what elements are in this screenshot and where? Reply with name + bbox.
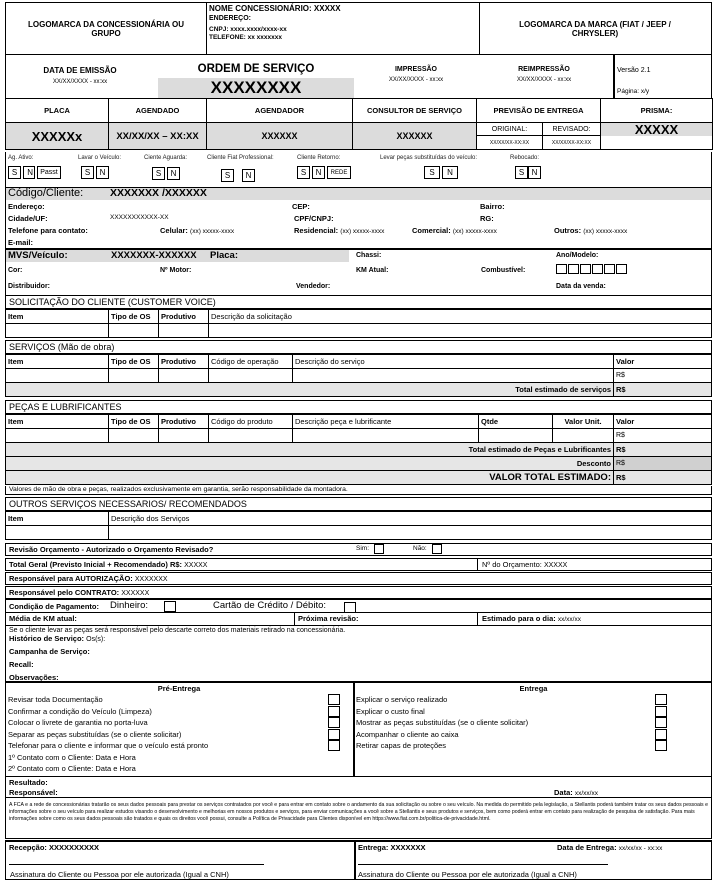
vehicle-year-label: Ano/Modelo: (556, 252, 599, 259)
flag-label: Ciente Aguarda: (144, 155, 188, 161)
delivery-title: Entrega (519, 684, 548, 693)
discount-value[interactable]: R$ (614, 457, 712, 471)
checklist-item (8, 717, 350, 729)
mobile-label: Celular: (160, 226, 188, 235)
grand-total-value: R$ (614, 471, 712, 485)
result-date-value: xx/xx/xx (574, 790, 598, 797)
estimated-value: xx/xx/xx (557, 616, 581, 623)
cell[interactable] (109, 526, 712, 540)
cell[interactable] (553, 429, 614, 443)
recall-label: Recall: (9, 660, 34, 669)
vehicle-plate-label: Placa: (210, 250, 238, 261)
grand-total-general-row (5, 558, 712, 571)
checklist-checkbox[interactable] (655, 740, 667, 751)
flag-no-box[interactable]: N (312, 166, 325, 179)
cell[interactable] (209, 324, 712, 338)
work-label: Comercial: (412, 226, 451, 235)
column-header: Produtivo (159, 415, 209, 429)
grand-total-general-label: Total Geral (Previsto Inicial + Recomendado) R$: (9, 560, 183, 569)
column-header: Item (6, 310, 109, 324)
value-cell[interactable]: R$ (614, 429, 712, 443)
observations-label: Observações: (9, 673, 59, 682)
column-header: Item (6, 355, 109, 369)
reception-value: XXXXXXXXXX (49, 843, 100, 852)
other-label: Outros: (554, 226, 582, 235)
cell[interactable] (159, 429, 209, 443)
cell[interactable] (293, 369, 614, 383)
services-total-value: R$ (614, 383, 712, 397)
client-email-label: E-mail: (8, 238, 34, 247)
checklist-item-label: Telefonar para o cliente e informar que o veículo está pronto (8, 741, 209, 750)
reprint-label: REIMPRESSÃO (518, 66, 570, 73)
card-checkbox[interactable] (344, 602, 356, 613)
contact-1: 1º Contato com o Cliente: Data e Hora (8, 753, 136, 762)
parts-total-value: R$ (614, 443, 712, 457)
history-value: Os(s): (86, 636, 106, 643)
checklist-item-label: Explicar o custo final (356, 706, 425, 716)
pre-delivery-list (8, 694, 350, 752)
checklist-item-label: Revisar toda Documentação (8, 695, 103, 704)
km-avg-label: Média de KM atual: (9, 614, 77, 623)
card-label: Cartão de Crédito / Débito: (213, 600, 327, 611)
flag-no-box[interactable]: N (96, 166, 109, 179)
client-address-label: Endereço: (8, 202, 45, 211)
fuel-level-box[interactable] (616, 264, 627, 274)
revision-question: Revisão Orçamento - Autorizado o Orçamento Revisado? (9, 545, 214, 554)
cell[interactable] (159, 324, 209, 338)
other-services-table (5, 511, 712, 540)
column-header: Item (6, 512, 109, 526)
contract-label: Responsável pelo CONTRATO: (9, 588, 120, 597)
brand-logo-text: LOGOMARCA DA MARCA (FIAT / JEEP / CHRYSLER) (519, 19, 671, 38)
checklist-checkbox[interactable] (655, 717, 667, 728)
emission-value: XX/XX/XXXX - xx:xx (52, 79, 108, 85)
vehicle-km-label: KM Atual: (356, 267, 389, 274)
original-label: ORIGINAL: (477, 123, 543, 136)
delivery-date-label: Data de Entrega: (557, 843, 617, 852)
table-row (6, 324, 712, 338)
cash-checkbox[interactable] (164, 601, 176, 612)
summary-table (5, 98, 713, 150)
client-rg-label: RG: (480, 214, 494, 223)
column-header: Valor (614, 355, 712, 369)
flag-label: Rebocado: (510, 155, 540, 161)
privacy-notice: A FCA e a rede de concessionárias tratarão os seus dados pessoais para prestar os serviços contratados por você e para entrar em contato sobre o andamento da sua solicitação ou sobre o seu veículo. Na medida do permitido pela legislação, a Stellantis poderá também tratar os seus dados pessoais e informações sobre o seu veículo para realizar estudos visando o desenvolvimento e melhorias em nossos produtos e serviços, para enviar comunicações a você sobre a Stellantis e seus produtos e serviços, bem como poderá entrar em contato para realização de pesquisa de satisfação. Para mais informações sobre como os seus dados pessoais são tratados e quais os direitos você possui, consulte a Política de Privacidade para Clientes disponível em https://www.fiat.com.br/politica-de-privacidade.html. (5, 797, 712, 839)
vehicle-fuel-label: Combustível: (481, 267, 526, 274)
forecast-label: PREVISÃO DE ENTREGA (477, 99, 601, 123)
no-checkbox[interactable] (432, 544, 442, 554)
reprint-block (482, 66, 606, 83)
table-row (6, 429, 712, 443)
flag-label: Ag. Ativo: (8, 155, 34, 161)
budget-number-label: Nº do Orçamento: (482, 560, 542, 569)
dealer-logo-placeholder (5, 2, 207, 55)
flag-no-box[interactable]: N (528, 166, 541, 179)
reception-label: Recepção: (9, 843, 47, 852)
column-header: Descrição peça e lubrificante (293, 415, 479, 429)
flag-yes-box[interactable]: S (8, 166, 21, 179)
other-services-title: OUTROS SERVIÇOS NECESSARIOS/ RECOMENDADOS (5, 497, 712, 511)
consultant-label: CONSULTOR DE SERVIÇO (353, 99, 477, 123)
flag-cliente-retorno (297, 155, 353, 179)
dealer-cnpj: CNPJ: xxxx.xxxx/xxxx-xx (209, 26, 287, 33)
checklist-item-label: Retirar capas de proteções (356, 741, 447, 750)
checklist-item-label: Mostrar as peças substituídas (se o cliente solicitar) (356, 718, 529, 727)
cash-label: Dinheiro: (110, 600, 149, 611)
client-city-value: XXXXXXXXXXX-XX (110, 214, 169, 221)
checklist-checkbox[interactable] (655, 706, 667, 717)
flag-label: Lavar o Veículo: (78, 155, 122, 161)
print-value: XX/XX/XXXX - xx:xx (388, 77, 444, 83)
checklist-checkbox[interactable] (328, 694, 340, 705)
delivery-signature-caption: Assinatura do Cliente ou Pessoa por ele autorizada (Igual a CNH) (358, 870, 577, 879)
prism-empty (601, 136, 713, 150)
services-title: SERVIÇOS (Mão de obra) (5, 340, 712, 354)
payment-label: Condição de Pagamento: (9, 602, 100, 611)
work-value: (xx) xxxxx-xxxx (452, 228, 497, 235)
scheduler-value: XXXXXX (207, 123, 353, 150)
column-header: Qtde (479, 415, 553, 429)
flag-rebocado (510, 155, 543, 179)
flag-yes-box[interactable]: S (424, 166, 440, 179)
prism-value: XXXXX (601, 123, 713, 136)
table-row (6, 369, 712, 383)
client-cep-label: CEP: (292, 202, 310, 211)
services-total-label: Total estimado de serviços (6, 383, 614, 397)
fuel-level-boxes (556, 264, 628, 274)
checklist-item (8, 740, 350, 752)
mobile-value: (xx) xxxxx-xxxx (190, 228, 235, 235)
delivery-label: Entrega: (358, 843, 389, 852)
client-phone-label: Telefone para contato: (8, 226, 88, 235)
checklist-item-label: Separar as peças substituídas (se o cliente solicitar) (8, 729, 182, 739)
value-cell[interactable]: R$ (614, 369, 712, 383)
cell[interactable] (109, 369, 159, 383)
client-code-value: XXXXXXX /XXXXXX (110, 187, 207, 199)
discount-row (6, 457, 712, 471)
client-mobile (160, 226, 234, 235)
cell[interactable] (209, 369, 293, 383)
fuel-level-box[interactable] (556, 264, 567, 274)
column-header: Valor (614, 415, 712, 429)
dealer-address: ENDEREÇO: (209, 15, 252, 22)
checklist-checkbox[interactable] (328, 740, 340, 751)
delivery-list (356, 694, 668, 752)
cell[interactable] (109, 324, 159, 338)
consultant-value: XXXXXX (353, 123, 477, 150)
client-cpf-label: CPF/CNPJ: (294, 214, 334, 223)
services-table (5, 354, 712, 397)
checklist-item (356, 706, 668, 718)
scheduled-value: XX/XX/XX – XX:XX (109, 123, 207, 150)
checklist-item-label: Explicar o serviço realizado (356, 695, 448, 704)
fuel-level-box[interactable] (568, 264, 579, 274)
vehicle-distributor-label: Distribuidor: (8, 283, 50, 290)
divider (477, 558, 478, 571)
yes-checkbox[interactable] (374, 544, 384, 554)
next-revision-label: Próxima revisão: (298, 614, 359, 623)
authorization-label: Responsável para AUTORIZAÇÃO: (9, 574, 133, 583)
divider (613, 54, 615, 99)
table-row (6, 526, 712, 540)
dealer-phone: TELEFONE: xx xxxxxxx (209, 34, 282, 41)
grand-total-row (6, 471, 712, 485)
cell[interactable] (6, 526, 109, 540)
delivery-date-value: xx/xx/xx - xx:xx (618, 845, 663, 852)
vehicle-mvs-label: MVS/Veículo: (8, 250, 68, 261)
grand-total-general-value: XXXXX (184, 562, 208, 569)
flag-label: Levar peças substituídas do veículo: (380, 155, 478, 161)
cell[interactable] (209, 429, 293, 443)
vehicle-sale-date-label: Data da venda: (556, 283, 606, 290)
flag-yes-box[interactable]: S (221, 169, 234, 182)
checklist-checkbox[interactable] (655, 694, 667, 705)
column-header: Descrição do serviço (293, 355, 614, 369)
checklist-item-label: Confirmar a condição do Veículo (Limpeza) (8, 706, 152, 716)
discount-label: Desconto (6, 457, 614, 471)
checklist-item-label: Colocar o livrete de garantia no porta-luva (8, 718, 148, 727)
parts-title: PEÇAS E LUBRIFICANTES (5, 400, 712, 414)
plate-value: XXXXXx (6, 123, 109, 150)
column-header: Código de operação (209, 355, 293, 369)
delivery-signature-line[interactable] (358, 864, 608, 865)
vehicle-color-label: Cor: (8, 267, 23, 274)
checklist-checkbox[interactable] (328, 717, 340, 728)
grand-total-label: VALOR TOTAL ESTIMADO: (6, 471, 614, 485)
cell[interactable] (109, 429, 159, 443)
column-header: Tipo de OS (109, 415, 159, 429)
pre-delivery-title: Pré-Entrega (157, 684, 201, 693)
parts-total-label: Total estimado de Peças e Lubrificantes (6, 443, 614, 457)
dealer-info (206, 2, 480, 55)
reception-signature-caption: Assinatura do Cliente ou Pessoa por ele autorizada (Igual a CNH) (10, 870, 229, 879)
checklist-item (356, 729, 668, 741)
campaign-label: Campanha de Serviço: (9, 647, 90, 656)
vehicle-chassis-label: Chassi: (356, 252, 382, 259)
plate-label: PLACA (6, 99, 109, 123)
other-value: (xx) xxxxx-xxxx (583, 228, 628, 235)
result-block (5, 776, 712, 798)
cell[interactable] (159, 369, 209, 383)
page-label: Página: x/y (617, 88, 650, 95)
scheduler-label: AGENDADOR (207, 99, 353, 123)
client-home (294, 226, 384, 235)
services-total-row (6, 383, 712, 397)
no-label: Não: (413, 545, 427, 552)
yes-label: Sim: (356, 545, 369, 552)
cell[interactable] (6, 369, 109, 383)
cell[interactable] (6, 324, 109, 338)
estimated-label: Estimado para o dia: (482, 614, 556, 623)
flag-label: Cliente Retorno: (297, 155, 341, 161)
flag-no-box[interactable]: N (23, 166, 35, 179)
prism-label: PRISMA: (601, 99, 713, 123)
checklist-item (8, 729, 350, 741)
flag-passt-box[interactable]: Passt (37, 166, 61, 179)
flag-yes-box[interactable]: S (297, 166, 310, 179)
flag-no-box[interactable]: N (442, 166, 458, 179)
vehicle-engine-label: Nº Motor: (160, 267, 192, 274)
column-header: Descrição dos Serviços (109, 512, 712, 526)
authorization-row (5, 572, 712, 585)
scheduled-label: AGENDADO (109, 99, 207, 123)
customer-voice-table (5, 309, 712, 338)
checklist-checkbox[interactable] (655, 729, 667, 740)
revision-row (5, 543, 712, 556)
flag-ciente-aguarda (144, 155, 187, 180)
fuel-level-box[interactable] (592, 264, 603, 274)
fuel-level-box[interactable] (580, 264, 591, 274)
client-district-label: Bairro: (480, 202, 505, 211)
cell[interactable] (6, 429, 109, 443)
client-city-label: Cidade/UF: (8, 214, 48, 223)
checklist-item (8, 706, 350, 718)
client-code-label: Código/Cliente: (8, 187, 84, 199)
contract-value: XXXXXX (121, 590, 150, 597)
customer-voice-title: SOLICITAÇÃO DO CLIENTE (CUSTOMER VOICE) (5, 295, 712, 309)
brand-logo-placeholder (479, 2, 712, 55)
reprint-value: XX/XX/XXXX - xx:xx (516, 77, 572, 83)
vehicle-seller-label: Vendedor: (296, 283, 331, 290)
emission-block (10, 66, 150, 85)
column-header: Produtivo (159, 310, 209, 324)
flag-ag-ativo (8, 155, 63, 179)
vehicle-mvs-value: XXXXXXX-XXXXXX (111, 250, 197, 261)
column-header: Tipo de OS (109, 355, 159, 369)
column-header: Tipo de OS (109, 310, 159, 324)
responsible-label: Responsável: (9, 788, 58, 797)
print-block (362, 66, 470, 83)
revised-label: REVISADO: (543, 123, 601, 136)
dealer-name: NOME CONCESSIONÁRIO: XXXXX (209, 4, 341, 13)
contract-row (5, 586, 712, 599)
column-header: Descrição da solicitação (209, 310, 712, 324)
checklist-item-label: Acompanhar o cliente ao caixa (356, 729, 459, 739)
notes-block (5, 625, 712, 682)
flag-lavar (78, 155, 121, 179)
dealer-logo-text: LOGOMARCA DA CONCESSIONÁRIA OU GRUPO (28, 19, 184, 38)
delivery-value: XXXXXXX (390, 843, 426, 852)
disposal-note: Se o cliente levar as peças será responsável pelo descarte correto dos materiais retirado na concessionária. (9, 627, 346, 634)
revised-value: XX/XX/XX-XX:XX (543, 136, 601, 150)
client-other (554, 226, 627, 235)
divider (294, 612, 295, 625)
flag-yes-box[interactable]: S (515, 166, 528, 179)
emission-label: DATA DE EMISSÃO (43, 66, 117, 75)
divider (354, 840, 356, 880)
flag-yes-box[interactable]: S (152, 167, 165, 180)
client-work (412, 226, 497, 235)
result-label: Resultado: (9, 778, 48, 787)
fuel-level-box[interactable] (604, 264, 615, 274)
divider (477, 612, 478, 625)
authorization-value: XXXXXXX (134, 576, 168, 583)
cell[interactable] (293, 429, 479, 443)
divider (353, 682, 355, 777)
original-value: XX/XX/XX-XX:XX (477, 136, 543, 150)
payment-row (5, 599, 712, 613)
os-title: ORDEM DE SERVIÇO (197, 63, 315, 75)
reception-signature-line[interactable] (9, 864, 264, 865)
flag-fiat-professional (207, 155, 274, 182)
checklist-item (356, 740, 668, 752)
flag-label: Cliente Fiat Professional: (207, 155, 274, 161)
flag-levar-pecas (380, 155, 477, 179)
flag-no-box[interactable]: N (242, 169, 255, 182)
parts-total-row (6, 443, 712, 457)
parts-table (5, 414, 712, 485)
column-header: Produtivo (159, 355, 209, 369)
budget-number-value: XXXXX (543, 562, 568, 569)
result-date-label: Data: (554, 788, 573, 797)
cell[interactable] (479, 429, 553, 443)
flag-yes-box[interactable]: S (81, 166, 94, 179)
home-value: (xx) xxxxx-xxxx (340, 228, 385, 235)
history-label: Histórico de Serviço: (9, 634, 85, 643)
column-header: Item (6, 415, 109, 429)
column-header: Código do produto (209, 415, 293, 429)
print-label: IMPRESSÃO (394, 66, 437, 73)
checklist-item (356, 717, 668, 729)
checklist-item (356, 694, 668, 706)
os-number: XXXXXXXX (158, 78, 354, 98)
flag-no-box[interactable]: N (167, 167, 180, 180)
version-label: Versão 2.1 (617, 67, 651, 74)
checklist-item (8, 694, 350, 706)
flag-rede-box[interactable]: REDE (327, 166, 351, 179)
contact-2: 2º Contato com o Cliente: Data e Hora (8, 764, 136, 773)
warranty-note: Valores de mão de obra e peças, realizados exclusivamente em garantia, serão responsabilidade da montadora. (5, 486, 712, 495)
checklist-checkbox[interactable] (328, 729, 340, 740)
home-label: Residencial: (294, 226, 339, 235)
column-header: Valor Unit. (553, 415, 614, 429)
checklist-checkbox[interactable] (328, 706, 340, 717)
